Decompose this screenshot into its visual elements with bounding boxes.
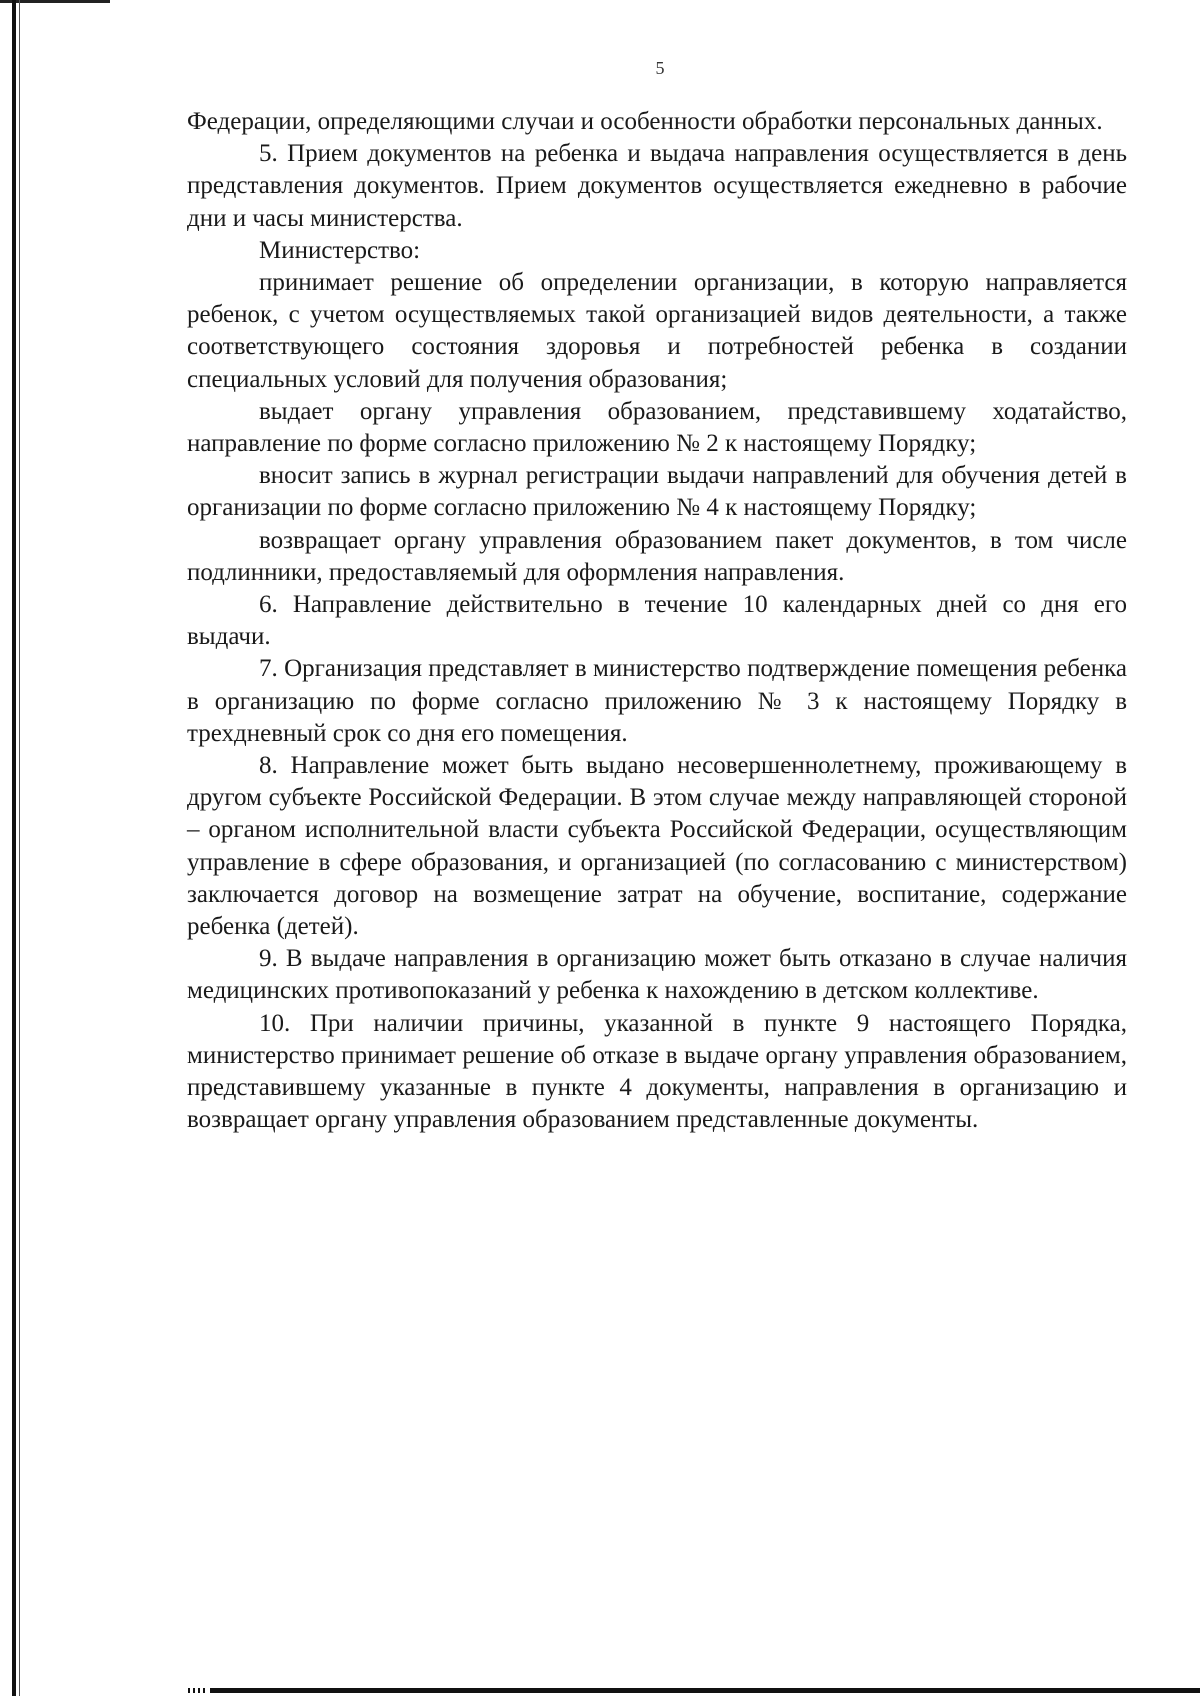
- scan-edge-top: [0, 0, 110, 3]
- paragraph-continuation: Федерации, определяющими случаи и особенности обработки персональных данных.: [187, 108, 1103, 135]
- paragraph-item-6: 6. Направление действительно в течение 10 календарных дней со дня его выдачи.: [187, 591, 1127, 651]
- paragraph-item-9: 9. В выдаче направления в организацию может быть отказано в случае наличия медицинских противопоказаний у ребенка к нахождению в детском коллективе.: [187, 945, 1127, 1005]
- scan-edge-bottom: [210, 1688, 1200, 1693]
- page-number: 5: [655, 58, 665, 78]
- paragraph-ministry-returns: возвращает органу управления образованием пакет документов, в том числе подлинники, предоставляемый для оформления направления.: [187, 526, 1127, 586]
- paragraph-ministry-records: вносит запись в журнал регистрации выдачи направлений для обучения детей в организации по форме согласно приложению № 4 к настоящему Порядку;: [187, 462, 1127, 522]
- paragraph-item-7: 7. Организация представляет в министерство подтверждение помещения ребенка в организацию по форме согласно приложению № 3 к настоящему Порядку в трехдневный срок со дня его помещения.: [187, 655, 1127, 747]
- scan-edge-left-thin: [19, 0, 20, 1696]
- paragraph-ministry-heading: Министерство:: [259, 236, 421, 264]
- paragraph-item-5: 5. Прием документов на ребенка и выдача направления осуществляется в день представления документов. Прием документов осуществляется ежедневно в рабочие дни и часы министерства.: [187, 140, 1127, 232]
- paragraph-item-8: 8. Направление может быть выдано несовершеннолетнему, проживающему в другом субъекте Российской Федерации. В этом случае между направляющей стороной – органом исполнительной власти субъекта Российской Федерации, осуществляющим управление в сфере образования, и организацией (по согласованию с министерством) заключается договор на возмещение затрат на обучение, воспитание, содержание ребенка (детей).: [187, 752, 1127, 941]
- document-body: [187, 106, 1127, 1137]
- paragraph-item-10: 10. При наличии причины, указанной в пункте 9 настоящего Порядка, министерство принимает решение об отказе в выдаче органу управления образованием, представившему указанные в пункте 4 документы, направления в организацию и возвращает органу управления образованием представленные документы.: [187, 1009, 1127, 1134]
- paragraph-ministry-decides: принимает решение об определении организации, в которую направляется ребенок, с учетом осуществляемых такой организацией видов деятельности, а также соответствующего состояния здоровья и потребностей ребенка в создании специальных условий для получения образования;: [187, 269, 1127, 393]
- scan-edge-left: [12, 0, 16, 1696]
- scan-edge-bottom-dots: [188, 1688, 208, 1693]
- paragraph-ministry-issues: выдает органу управления образованием, представившему ходатайство, направление по форме согласно приложению № 2 к настоящему Порядку;: [187, 397, 1127, 458]
